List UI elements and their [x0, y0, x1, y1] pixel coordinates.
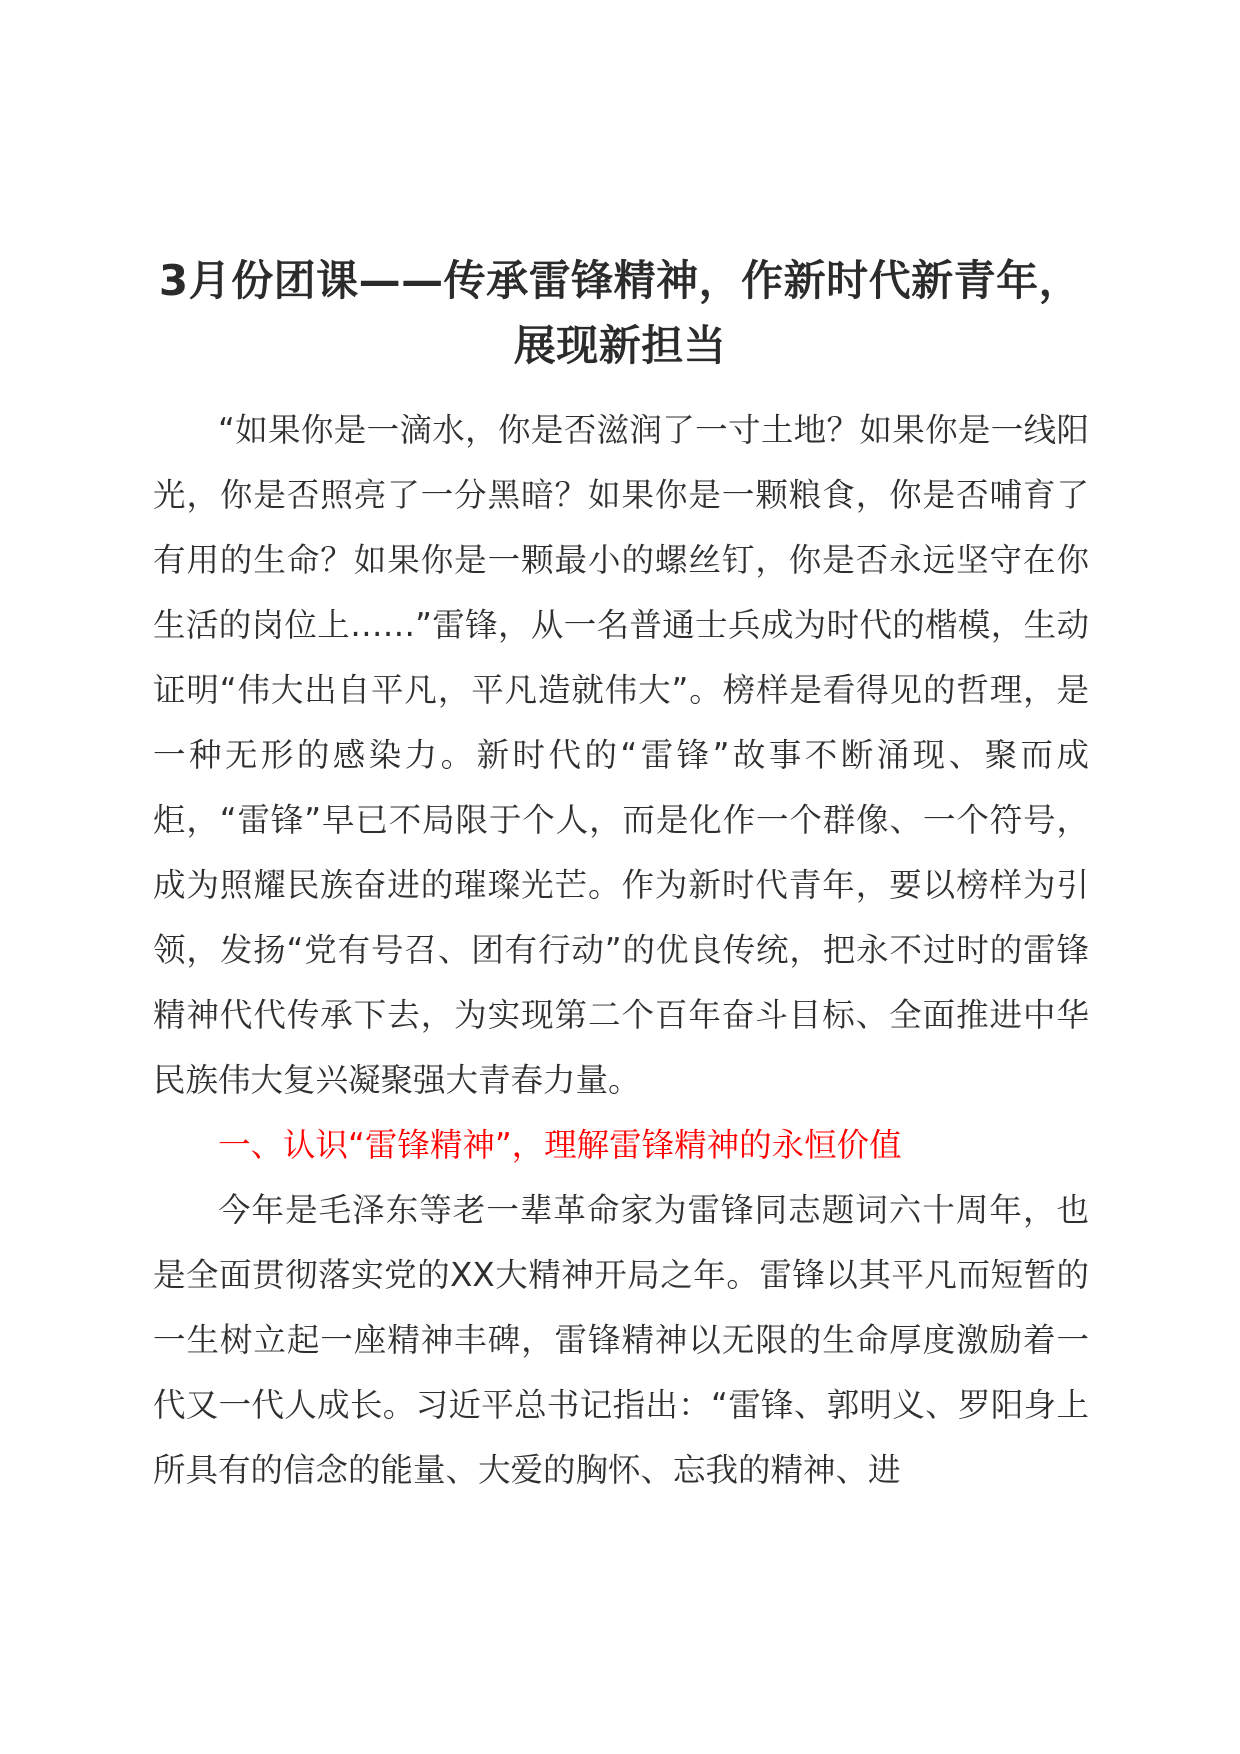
intro-paragraph: “如果你是一滴水，你是否滋润了一寸土地？如果你是一线阳光，你是否照亮了一分黑暗？如果你是一颗粮食，你是否哺育了有用的生命？如果你是一颗最小的螺丝钉，你是否永远坚守在你生活的岗位上……”雷锋，从一名普通士兵成为时代的楷模，生动证明“伟大出自平凡，平凡造就伟大”。榜样是看得见的哲理，是一种无形的感染力。新时代的“雷锋”故事不断涌现、聚而成炬，“雷锋”早已不局限于个人，而是化作一个群像、一个符号，成为照耀民族奋进的璀璨光芒。作为新时代青年，要以榜样为引领，发扬“党有号召、团有行动”的优良传统，把永不过时的雷锋精神代代传承下去，为实现第二个百年奋斗目标、全面推进中华民族伟大复兴凝聚强大青春力量。 [153, 411, 1089, 1099]
document-title: 3月份团课——传承雷锋精神，作新时代新青年，展现新担当 [158, 256, 1082, 370]
document-body [153, 398, 1089, 1503]
section-heading-1: 一、认识“雷锋精神”，理解雷锋精神的永恒价值 [218, 1126, 902, 1164]
section-1-paragraph: 今年是毛泽东等老一辈革命家为雷锋同志题词六十周年，也是全面贯彻落实党的XX大精神开局之年。雷锋以其平凡而短暂的一生树立起一座精神丰碑，雷锋精神以无限的生命厚度激励着一代又一代人成长。习近平总书记指出：“雷锋、郭明义、罗阳身上所具有的信念的能量、大爱的胸怀、忘我的精神、进 [153, 1191, 1089, 1489]
